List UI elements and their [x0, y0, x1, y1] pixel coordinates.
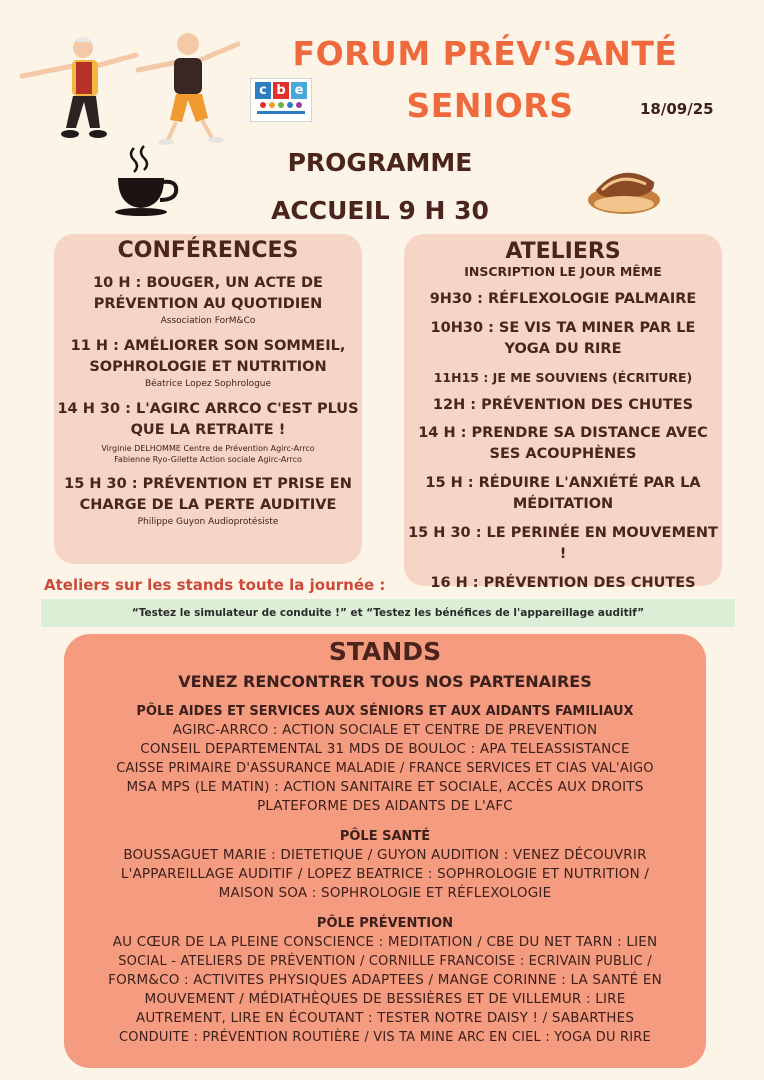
pole-sante-title: PÔLE SANTÉ	[339, 829, 431, 844]
atelier-item: 14 H : PRENDRE SA DISTANCE AVEC SES ACOUPHÈNES	[418, 425, 708, 462]
stand-line: AU CŒUR DE LA PLEINE CONSCIENCE : MEDITATION / CBE DU NET TARN : LIEN	[112, 934, 658, 950]
ateliers-title: ATELIERS	[505, 239, 621, 264]
stand-line: AGIRC-ARRCO : ACTION SOCIALE ET CENTRE DE PREVENTION	[172, 722, 598, 738]
pole-prevention-title: PÔLE PRÉVENTION	[316, 916, 454, 931]
conference-item: 14 H 30 : L'AGIRC ARRCO C'EST PLUS QUE LA RETRAITE !	[57, 401, 359, 438]
logo-letter-c: c	[255, 82, 271, 99]
accueil-time: ACCUEIL 9 H 30	[271, 196, 489, 225]
conference-speaker: Béatrice Lopez Sophrologue	[144, 379, 272, 389]
stands-subtitle: VENEZ RENCONTRER TOUS NOS PARTENAIRES	[178, 672, 592, 691]
stand-line: MAISON SOA : SOPHROLOGIE ET RÉFLEXOLOGIE	[218, 885, 552, 901]
atelier-item: 9H30 : RÉFLEXOLOGIE PALMAIRE	[429, 291, 697, 307]
stand-line: L'APPAREILLAGE AUDITIF / LOPEZ BEATRICE : SOPHROLOGIE ET NUTRITION /	[120, 866, 650, 882]
conference-speaker: Association ForM&Co	[160, 316, 256, 326]
seniors-dancing-illustration	[18, 30, 248, 155]
conference-speaker: Virginie DELHOMME Centre de Prévention Agirc-Arrco	[101, 444, 315, 453]
atelier-item: 15 H 30 : LE PERINÉE EN MOUVEMENT !	[408, 525, 718, 562]
ateliers-panel	[404, 234, 722, 591]
stands-highlight-text: “Testez le simulateur de conduite !” et “Testez les bénéfices de l'appareillage auditif”	[131, 607, 645, 619]
stand-line: AUTREMENT, LIRE EN ÉCOUTANT : TESTER NOTRE DAISY ! / SABARTHES	[135, 1010, 635, 1026]
atelier-item: 12H : PRÉVENTION DES CHUTES	[432, 397, 694, 413]
page-title-line1: FORUM PRÉV'SANTÉ	[292, 34, 678, 73]
logo-letter-b: b	[273, 82, 289, 99]
stand-line: CAISSE PRIMAIRE D'ASSURANCE MALADIE / FRANCE SERVICES ET CIAS VAL'AIGO	[116, 761, 654, 776]
pole-aides-title: PÔLE AIDES ET SERVICES AUX SÉNIORS ET AUX AIDANTS FAMILIAUX	[136, 704, 634, 719]
stand-line: SOCIAL - ATELIERS DE PRÉVENTION / CORNILLE FRANCOISE : ECRIVAIN PUBLIC /	[118, 954, 652, 969]
stand-line: MSA MPS (LE MATIN) : ACTION SANITAIRE ET SOCIALE, ACCÈS AUX DROITS	[126, 779, 644, 795]
page-title-line2: SENIORS	[406, 86, 574, 125]
programme-heading: PROGRAMME	[287, 148, 473, 177]
stand-line: BOUSSAGUET MARIE : DIETETIQUE / GUYON AUDITION : VENEZ DÉCOUVRIR	[123, 847, 647, 863]
stands-workshops-note: Ateliers sur les stands toute la journée :	[44, 576, 386, 594]
conferences-title: CONFÉRENCES	[117, 238, 299, 263]
logo-figures	[251, 102, 311, 108]
stand-line: MOUVEMENT / MÉDIATHÈQUES DE BESSIÈRES ET DE VILLEMUR : LIRE	[144, 991, 626, 1007]
conference-item: 15 H 30 : PRÉVENTION ET PRISE EN CHARGE DE LA PERTE AUDITIVE	[64, 476, 352, 513]
atelier-item: 15 H : RÉDUIRE L'ANXIÉTÉ PAR LA MÉDITATION	[425, 475, 701, 512]
conference-speaker: Philippe Guyon Audioprotésiste	[137, 517, 279, 527]
atelier-item: 16 H : PRÉVENTION DES CHUTES	[430, 575, 696, 591]
coffee-cup-icon	[112, 144, 186, 220]
logo-letter-e: e	[291, 82, 307, 99]
madeleine-cake-icon	[586, 160, 662, 218]
stand-line: FORM&CO : ACTIVITES PHYSIQUES ADAPTEES / MANGE CORINNE : LA SANTÉ EN	[108, 972, 662, 988]
event-date: 18/09/25	[640, 100, 714, 118]
conference-item: 10 H : BOUGER, UN ACTE DE PRÉVENTION AU QUOTIDIEN	[93, 275, 323, 312]
stand-line: PLATEFORME DES AIDANTS DE L'AFC	[257, 798, 513, 814]
ateliers-subtitle: INSCRIPTION LE JOUR MÊME	[464, 264, 662, 279]
stands-panel	[64, 634, 706, 1068]
conference-speaker: Fabienne Ryo-Gilette Action sociale Agirc-Arrco	[114, 455, 302, 464]
stand-line: CONSEIL DEPARTEMENTAL 31 MDS DE BOULOC : APA TELEASSISTANCE	[140, 741, 630, 757]
atelier-item: 10H30 : SE VIS TA MINER PAR LE YOGA DU RIRE	[430, 320, 696, 357]
stand-line: CONDUITE : PRÉVENTION ROUTIÈRE / VIS TA MINE ARC EN CIEL : YOGA DU RIRE	[119, 1030, 651, 1045]
cbe-logo	[250, 78, 312, 122]
conferences-panel	[54, 234, 362, 564]
conference-item: 11 H : AMÉLIORER SON SOMMEIL, SOPHROLOGIE ET NUTRITION	[70, 338, 346, 375]
stands-title: STANDS	[328, 637, 442, 666]
stands-highlight-bar	[41, 599, 735, 627]
atelier-item: 11H15 : JE ME SOUVIENS (ÉCRITURE)	[433, 370, 693, 385]
